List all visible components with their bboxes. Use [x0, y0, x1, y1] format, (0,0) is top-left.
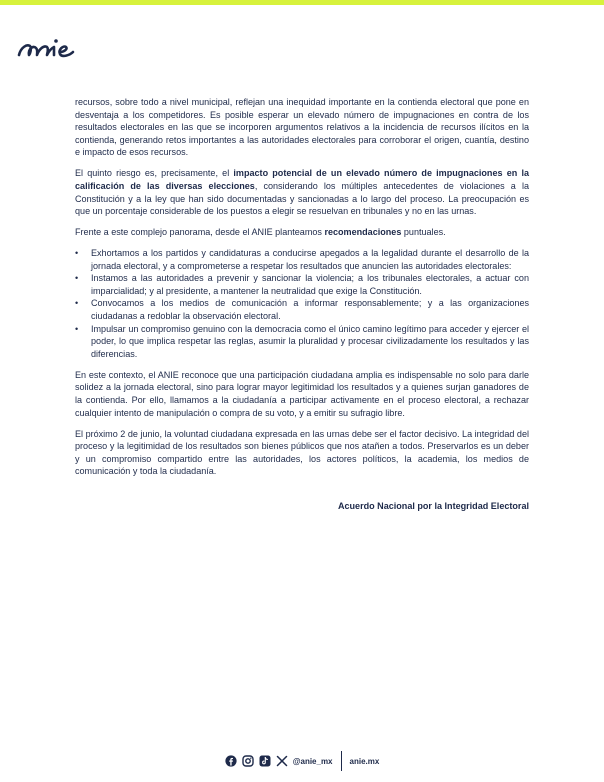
instagram-icon[interactable] — [242, 755, 255, 768]
paragraph-panorama-intro: Frente a este complejo panorama, desde el ANIE planteamos — [75, 227, 325, 238]
anie-logo-mark — [16, 36, 82, 62]
bullet-icon: • — [75, 248, 79, 259]
social-icons — [225, 755, 289, 768]
tiktok-icon[interactable] — [259, 755, 272, 768]
list-item — [75, 247, 529, 272]
list-item-text: Exhortamos a los partidos y candidaturas a conducirse apegados a la legalidad durante el desarrollo de la jornada electoral, y a comprometerse a respetar los resultados que anuncien las autoridades electorales: — [91, 248, 529, 271]
social-handle[interactable]: @anie_mx — [292, 756, 333, 766]
list-item-text: Impulsar un compromiso genuino con la democracia como el único camino legítimo para acceder y ejercer el poder, lo que implica respetar las reglas, asumir la pluralidad y procesar civilizadamente los resultados y las diferencias. — [91, 323, 529, 359]
paragraph-fifth-risk — [75, 167, 529, 217]
paragraph-panorama-highlight: recomendaciones — [324, 227, 402, 238]
letter-body — [75, 96, 529, 513]
signature: Acuerdo Nacional por la Integridad Electoral — [337, 500, 529, 511]
top-accent-bar — [0, 0, 604, 5]
anie-logo — [16, 36, 82, 62]
bullet-icon: • — [75, 323, 79, 334]
paragraph-fifth-risk-highlight: impacto potencial de un elevado número de impugnaciones en la calificación de las diversas elecciones — [75, 168, 529, 191]
paragraph-context: En este contexto, el ANIE reconoce que una participación ciudadana amplia es indispensable no solo para darle solidez a la jornada electoral, sino para lograr mayor legitimidad los resultados y a quienes surjan ganadores de la contienda. Por ello, llamamos a la ciudadanía a participar activamente en el proceso electoral, a rechazar cualquier intento de manipulación o compra de su voto, y a emitir su sufragio libre. — [75, 369, 529, 418]
footer — [0, 748, 604, 774]
list-item — [75, 297, 529, 322]
list-item-text: Convocamos a los medios de comunicación a informar responsablemente; y a las organizaciones ciudadanas a redoblar la observación electoral. — [91, 298, 529, 322]
x-icon[interactable] — [276, 755, 289, 768]
list-item — [75, 323, 529, 361]
list-item-text: Instamos a las autoridades a prevenir y sancionar la violencia; a los tribunales electorales, a actuar con imparcialidad; y al presidente, a mantener la neutralidad que exige la Constitución. — [91, 273, 529, 296]
paragraph-resources: recursos, sobre todo a nivel municipal, reflejan una inequidad importante en la contienda electoral que pone en desventaja a los competidores. Es posible esperar un elevado número de impugnaciones en contra de los resultados electorales en las que se incorporen argumentos relativos a la incidencia de recursos ilícitos en la contienda, generando retos importantes a las autoridades electorales para corroborar el origen, cuantía, destino e impacto de esos recursos. — [75, 97, 529, 158]
footer-divider — [341, 751, 342, 771]
paragraph-fifth-risk-intro: El quinto riesgo es, precisamente, el — [75, 168, 234, 179]
facebook-icon[interactable] — [225, 755, 238, 768]
bullet-icon: • — [75, 298, 79, 309]
paragraph-panorama — [75, 226, 529, 239]
recommendations-list — [75, 247, 529, 360]
paragraph-fifth-risk-rest: , considerando los múltiples antecedentes de violaciones a la Constitución y a la ley que han sido documentadas y sancionadas a lo largo del proceso. La preocupación es que un porcentaje considerable de los puestos a elegir se resuelvan en tribunales y no en las urnas. — [75, 180, 529, 217]
list-item — [75, 272, 529, 297]
bullet-icon: • — [75, 273, 79, 284]
website-link[interactable]: anie.mx — [349, 756, 380, 766]
paragraph-closing: El próximo 2 de junio, la voluntad ciudadana expresada en las urnas debe ser el factor decisivo. La integridad del proceso y la legitimidad de los resultados son bienes públicos que nos atañen a todos. Preservarlos es un deber y un compromiso compartido entre las autoridades, los actores políticos, la academia, los medios de comunicación y toda la ciudadanía. — [75, 428, 529, 477]
paragraph-panorama-rest: puntuales. — [401, 227, 446, 238]
